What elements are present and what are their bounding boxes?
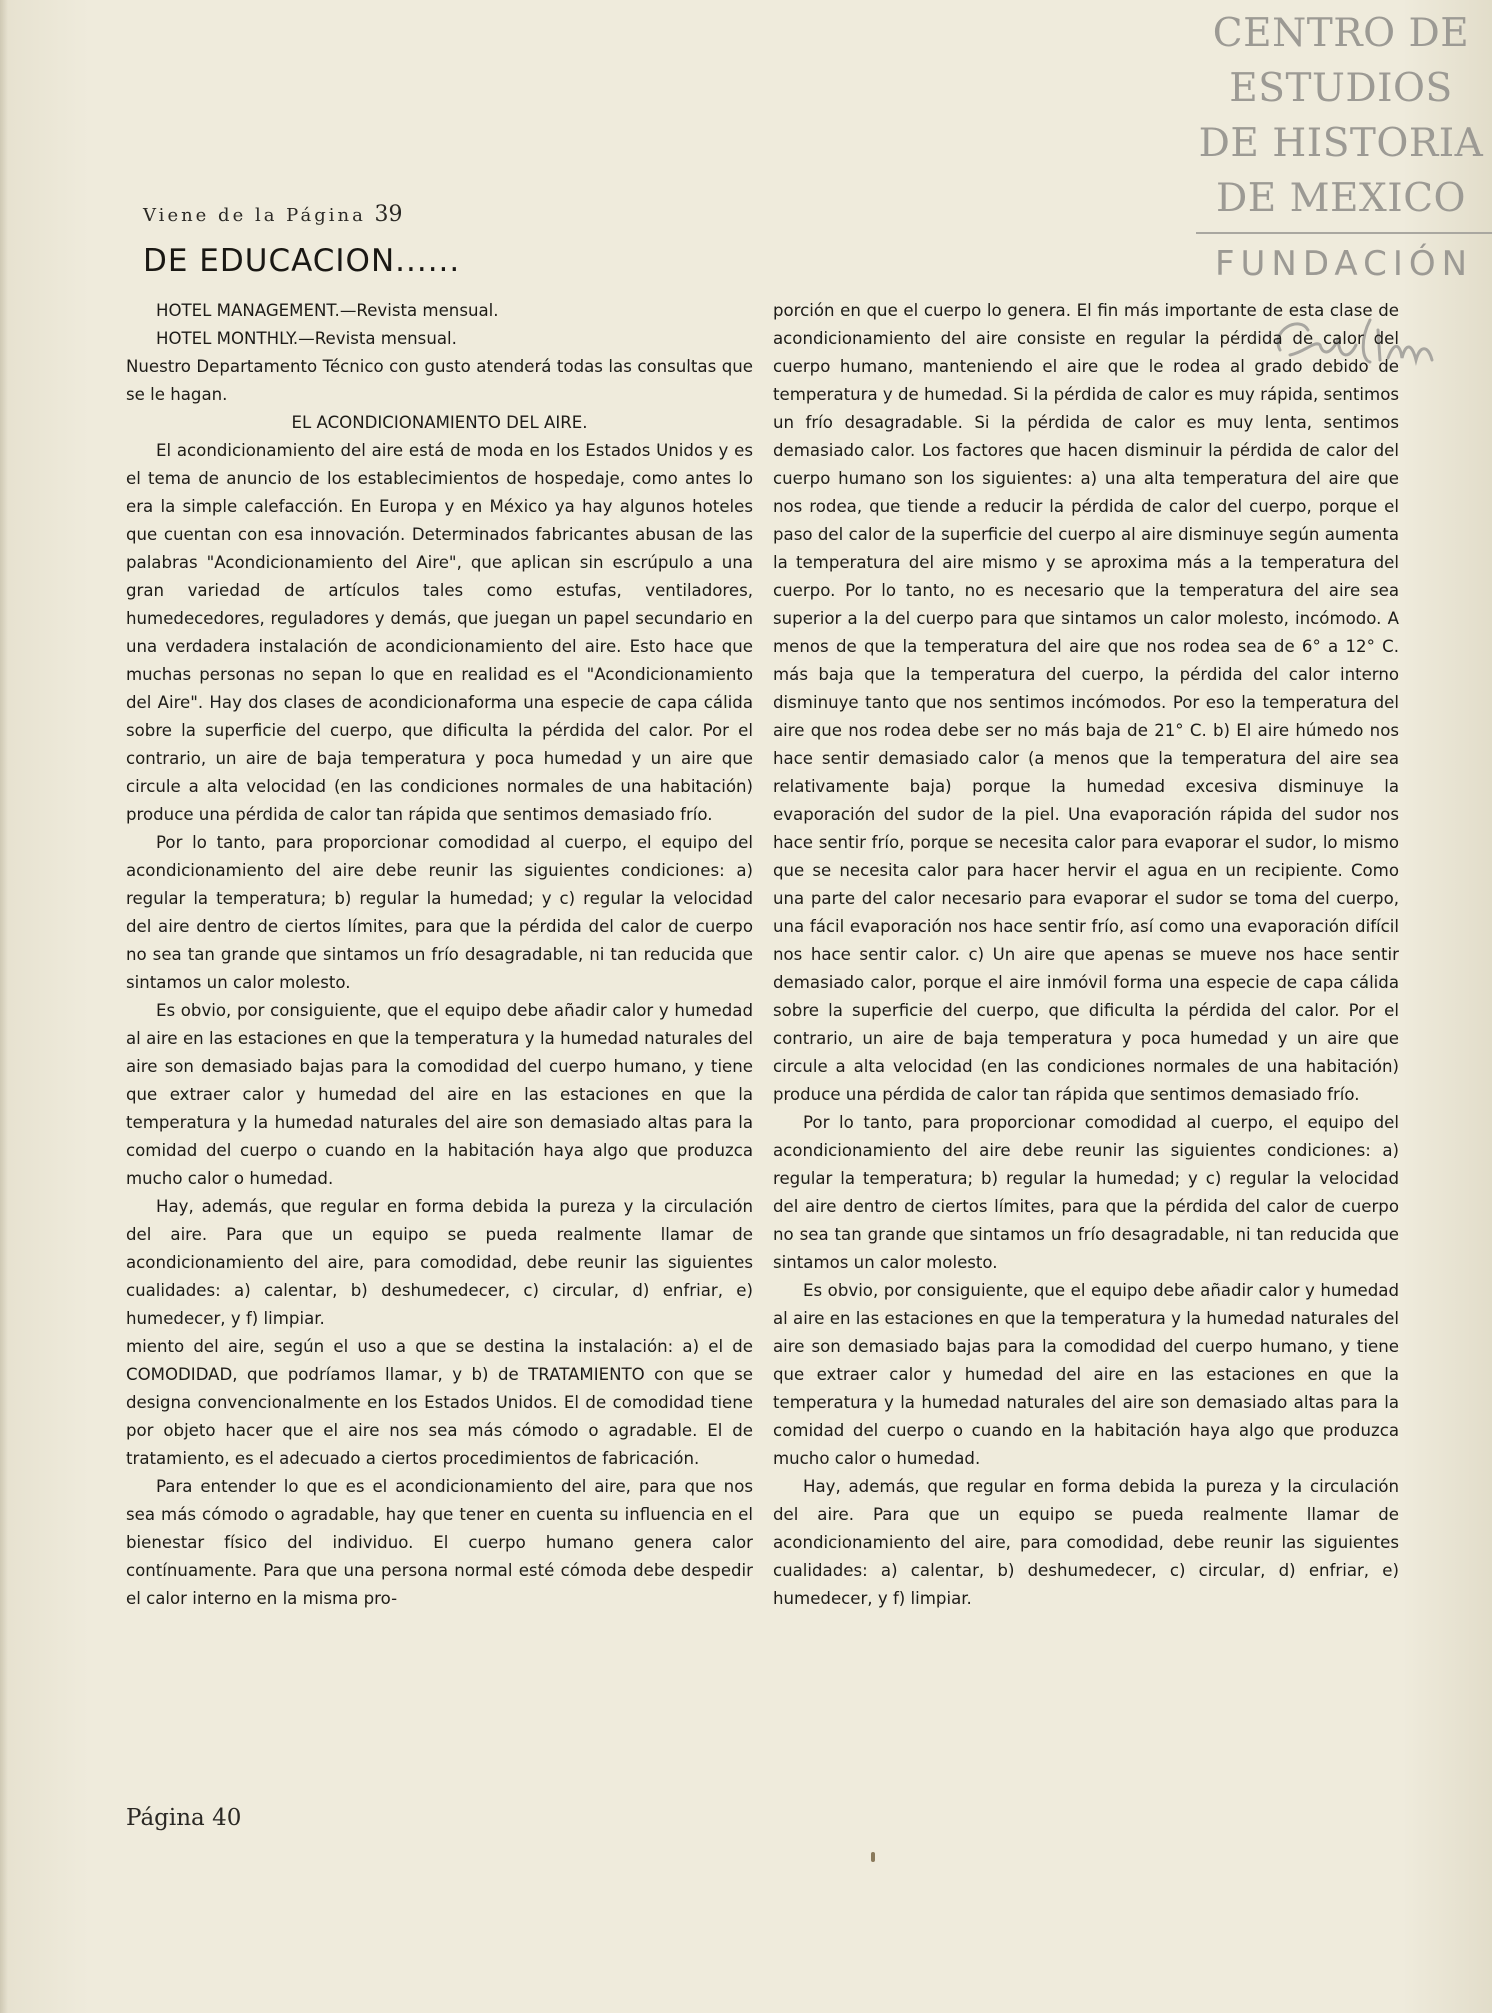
watermark-line: DE HISTORIA (1198, 121, 1484, 166)
paragraph: Por lo tanto, para proporcionar comodidad al cuerpo, el equipo del acondicionamiento del aire debe reunir las siguientes condiciones: a) regular la temperatura; b) regular la humedad; y c) regular la velocidad del aire dentro de ciertos límites, para que la pérdida del calor de cuerpo no sea tan grande que sintamos un frío desagradable, ni tan reducida que sintamos un calor molesto. (126, 833, 753, 992)
paragraph: Es obvio, por consiguiente, que el equipo debe añadir calor y humedad al aire en las estaciones en que la temperatura y la humedad naturales del aire son demasiado bajas para la comodidad del cuerpo humano, y tiene que extraer calor y humedad del aire en las estaciones en que la temperatura y la humedad naturales del aire son demasiado altas para la comidad del cuerpo o cuando en la habitación haya algo que produzca mucho calor o humedad. (773, 1281, 1399, 1468)
paper-speck (871, 1852, 875, 1862)
paragraph: Hay, además, que regular en forma debida la pureza y la circulación del aire. Para que un equipo se pueda realmente llamar de acondicionamiento del aire, para comodidad, debe reunir las siguientes cualidades: a) calentar, b) deshumedecer, c) circular, d) enfriar, e) humedecer, y f) limpiar. (126, 1197, 753, 1328)
paragraph: HOTEL MONTHLY.—Revista mensual. (156, 329, 457, 348)
right-column (773, 297, 1399, 1613)
watermark-divider (1196, 232, 1492, 234)
paragraph: miento del aire, según el uso a que se destina la instalación: a) el de COMODIDAD, que podríamos llamar, y b) de TRATAMIENTO con que se designa convencionalmente en los Estados Unidos. El de comodidad tiene por objeto hacer que el aire nos sea más cómodo o agradable. El de tratamiento, es el adecuado a ciertos procedimientos de fabricación. (126, 1337, 753, 1468)
watermark (1196, 6, 1486, 226)
watermark-line: ESTUDIOS (1229, 66, 1453, 111)
page-edge-shadow (0, 0, 8, 2013)
watermark-line: DE MEXICO (1215, 176, 1467, 221)
paragraph: El acondicionamiento del aire está de moda en los Estados Unidos y es el tema de anuncio de los establecimientos de hospedaje, como antes lo era la simple calefacción. En Europa y en México ya hay algunos hoteles que cuentan con esa innovación. Determinados fabricantes abusan de las palabras "Acondicionamiento del Aire", que aplican sin escrúpulo a una gran variedad de artículos tales como estufas, ventiladores, humedecedores, reguladores y demás, que juegan un papel secundario en una verdadera instalación de acondicionamiento del aire. Esto hace que muchas personas no sepan lo que en realidad es el "Acondicionamiento del Aire". Hay dos clases de acondicionaforma una especie de capa cálida sobre la superficie del cuerpo, que dificulta la pérdida del calor. Por el contrario, un aire de baja temperatura y poca humedad y un aire que circule a alta velocidad (en las condiciones normales de una habitación) produce una pérdida de calor tan rápida que sentimos demasiado frío. (126, 441, 753, 824)
continued-text: Viene de la Página (143, 205, 366, 226)
page-number: Página 40 (126, 1805, 242, 1831)
continued-from-label (143, 202, 403, 227)
paragraph: Es obvio, por consiguiente, que el equipo debe añadir calor y humedad al aire en las estaciones en que la temperatura y la humedad naturales del aire son demasiado bajas para la comodidad del cuerpo humano, y tiene que extraer calor y humedad del aire en las estaciones en que la temperatura y la humedad naturales del aire son demasiado altas para la comidad del cuerpo o cuando en la habitación haya algo que produzca mucho calor o humedad. (126, 1001, 753, 1188)
paragraph: porción en que el cuerpo lo genera. El fin más importante de esta clase de acondicionamiento del aire consiste en regular la pérdida de calor del cuerpo humano, manteniendo el aire que le rodea al grado debido de temperatura y de humedad. Si la pérdida de calor es muy rápida, sentimos un frío desagradable. Si la pérdida de calor es muy lenta, sentimos demasiado calor. Los factores que hacen disminuir la pérdida de calor del cuerpo humano son los siguientes: a) una alta temperatura del aire que nos rodea, que tiende a reducir la pérdida de calor del cuerpo, porque el paso del calor de la superficie del cuerpo al aire disminuye según aumenta la temperatura del aire mismo y se aproxima más a la temperatura del cuerpo. Por lo tanto, no es necesario que la temperatura del aire sea superior a la del cuerpo para que sintamos un calor molesto, incómodo. A menos de que la temperatura del aire que nos rodea sea de 6° a 12° C. más baja que la temperatura del cuerpo, la pérdida del calor interno disminuye tanto que nos sentimos incómodos. Por eso la temperatura del aire que nos rodea debe ser no más baja de 21° C. b) El aire húmedo nos hace sentir demasiado calor (a menos que la temperatura del aire sea relativamente baja) porque la humedad excesiva disminuye la evaporación del sudor de la piel. Una evaporación rápida del sudor nos hace sentir frío, porque se necesita calor para evaporar el sudor, lo mismo que se necesita calor para hacer hervir el agua en un recipiente. Como una parte del calor necesario para evaporar el sudor se toma del cuerpo, una fácil evaporación nos hace sentir frío, así como una evaporación difícil nos hace sentir calor. c) Un aire que apenas se mueve nos hace sentir demasiado calor, porque el aire inmóvil forma una especie de capa cálida sobre la superficie del cuerpo, que dificulta la pérdida del calor. Por el contrario, un aire de baja temperatura y poca humedad y un aire que circule a alta velocidad (en las condiciones normales de una habitación) produce una pérdida de calor tan rápida que sentimos demasiado frío. (773, 301, 1399, 1104)
watermark-foundation: FUNDACIÓN (1214, 244, 1474, 284)
paragraph: Nuestro Departamento Técnico con gusto atenderá todas las consultas que se le hagan. (126, 357, 753, 404)
paragraph: Hay, además, que regular en forma debida la pureza y la circulación del aire. Para que un equipo se pueda realmente llamar de acondicionamiento del aire, para comodidad, debe reunir las siguientes cualidades: a) calentar, b) deshumedecer, c) circular, d) enfriar, e) humedecer, y f) limpiar. (773, 1477, 1399, 1608)
paragraph: Por lo tanto, para proporcionar comodidad al cuerpo, el equipo del acondicionamiento del aire debe reunir las siguientes condiciones: a) regular la temperatura; b) regular la humedad; y c) regular la velocidad del aire dentro de ciertos límites, para que la pérdida del calor de cuerpo no sea tan grande que sintamos un frío desagradable, ni tan reducida que sintamos un calor molesto. (773, 1113, 1399, 1272)
paragraph: Para entender lo que es el acondicionamiento del aire, para que nos sea más cómodo o agradable, hay que tener en cuenta su influencia en el bienestar físico del individuo. El cuerpo humano genera calor contínuamente. Para que una persona normal esté cómoda debe despedir el calor interno en la misma pro- (126, 1477, 753, 1608)
paragraph: HOTEL MANAGEMENT.—Revista mensual. (156, 301, 499, 320)
left-column (126, 297, 753, 1613)
section-title: DE EDUCACION...... (143, 243, 461, 279)
continued-page-number: 39 (374, 202, 403, 227)
article-heading: EL ACONDICIONAMIENTO DEL AIRE. (291, 413, 588, 432)
watermark-line: CENTRO DE (1212, 11, 1470, 56)
